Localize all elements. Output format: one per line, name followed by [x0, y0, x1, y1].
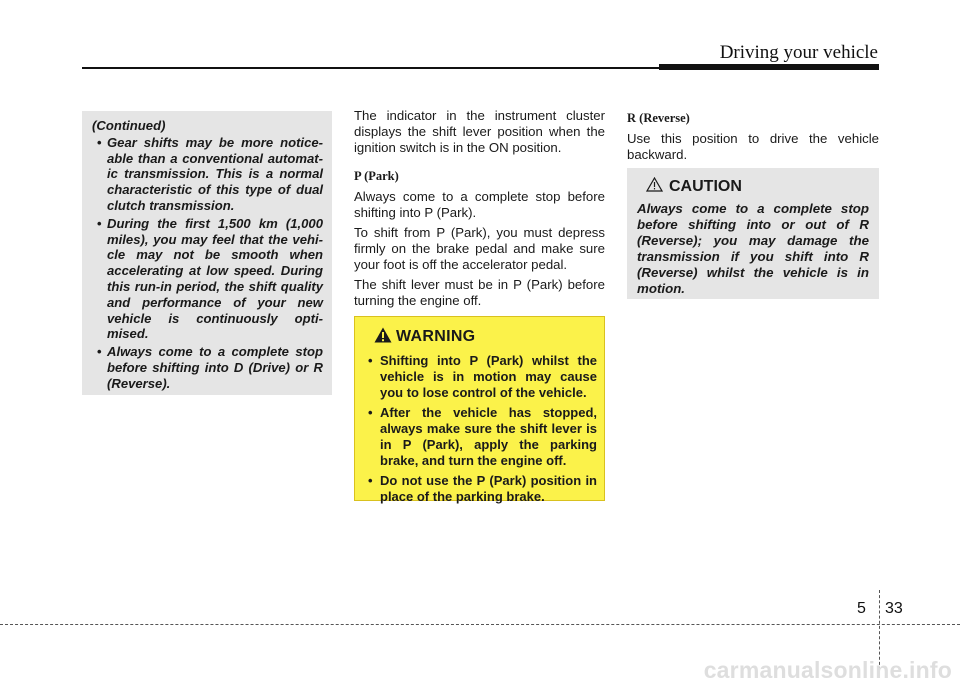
caution-title: CAUTION: [669, 178, 742, 195]
warning-bullet: • Shifting into P (Park) whilst the vehicle is in motion may cause you to lose control of the vehicle.: [365, 353, 597, 401]
caution-box: [627, 168, 879, 299]
warning-triangle-icon: [374, 327, 392, 347]
text-column-middle: [354, 108, 605, 313]
park-paragraph: Always come to a complete stop before shifting into P (Park).: [354, 189, 605, 220]
intro-paragraph: The indicator in the instrument cluster displays the shift lever position when the ignition switch is in the ON position.: [354, 108, 605, 155]
warning-bullet: • After the vehicle has stopped, always make sure the shift lever is in P (Park), apply the parking brake, and turn the engine off.: [365, 405, 597, 469]
note-bullet-list: [92, 135, 323, 392]
note-bullet: • Always come to a complete stop before shifting into D (Drive) or R (Reverse).: [92, 344, 323, 391]
caution-text: Always come to a complete stop before shifting into or out of R (Reverse); you may damage the transmission if you shift into R (Reverse) whilst the vehicle is in motion.: [637, 201, 869, 296]
page-header-title: Driving your vehicle: [719, 42, 878, 63]
continued-note-box: [82, 111, 332, 395]
reverse-heading: R (Reverse): [627, 111, 690, 125]
warning-box: [354, 316, 605, 504]
header-accent-bar: [659, 64, 879, 70]
park-paragraph: To shift from P (Park), you must depress firmly on the brake pedal and make sure your foot is off the accelerator pedal.: [354, 225, 605, 272]
warning-header: [365, 327, 597, 347]
page-number: 33: [885, 600, 903, 617]
reverse-paragraph: Use this position to drive the vehicle backward.: [627, 131, 879, 162]
note-bullet: • During the first 1,500 km (1,000 miles), you may feel that the vehi-cle may not be smooth when accelerating at low speed. During this run-in period, the shift quality and performance of your new vehicle is continuously opti-mised.: [92, 216, 323, 342]
footer-dashed-rule: [0, 624, 960, 625]
watermark: carmanualsonline.info: [703, 657, 952, 683]
caution-triangle-icon: [646, 177, 663, 197]
warning-bullet-list: [365, 353, 597, 505]
caution-header: [637, 177, 869, 197]
text-column-right: [627, 108, 879, 163]
note-bullet: • Gear shifts may be more notice-able than a conventional automat-ic transmission. This is a normal characteristic of this type of dual clutch transmission.: [92, 135, 323, 214]
warning-title: WARNING: [396, 328, 476, 345]
section-number: 5: [857, 600, 866, 617]
continued-label: (Continued): [92, 118, 166, 133]
park-heading: P (Park): [354, 169, 399, 183]
warning-bullet: • Do not use the P (Park) position in place of the parking brake.: [365, 473, 597, 505]
park-paragraph: The shift lever must be in P (Park) before turning the engine off.: [354, 277, 605, 308]
